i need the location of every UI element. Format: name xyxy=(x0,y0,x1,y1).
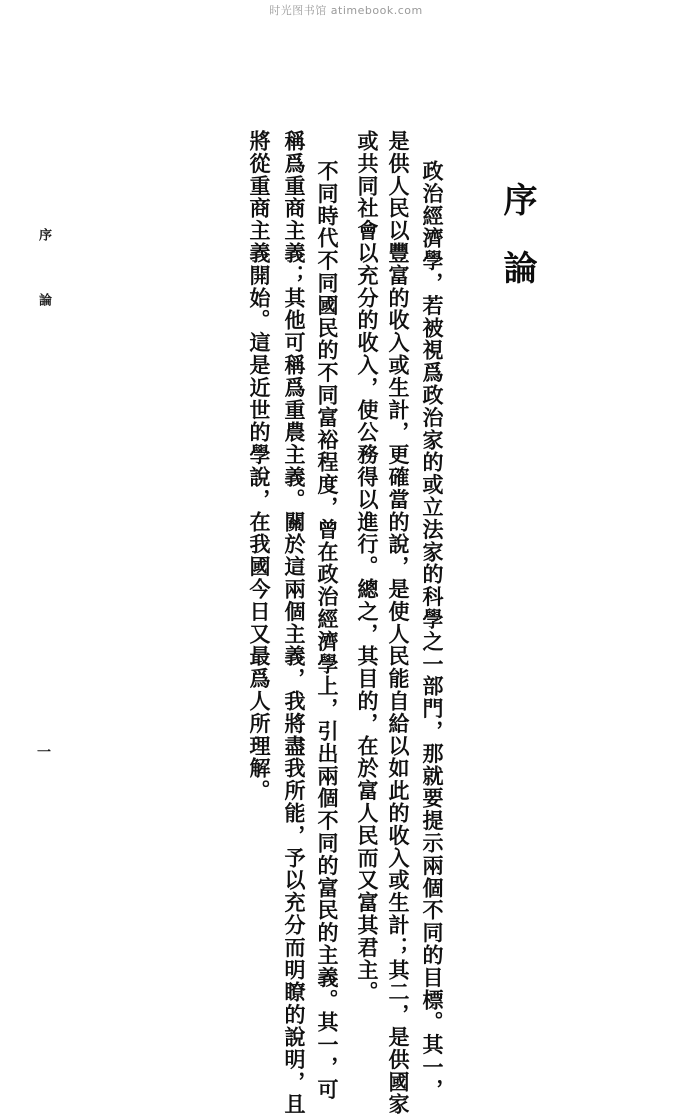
watermark-text: 时光图书馆 atimebook.com xyxy=(269,4,423,17)
chapter-title: 序論 xyxy=(497,182,537,318)
running-header: 序論 xyxy=(36,228,51,358)
text-column-4: 不同時代不同國民的不同富裕程度，曾在政治經濟學上，引出兩個不同的富民的主義。其一，可 xyxy=(315,160,340,1101)
text-column-1: 政治經濟學，若被視爲政治家的或立法家的科學之一部門，那就要提示兩個不同的目標。其一， xyxy=(420,160,445,1101)
text-column-6: 將從重商主義開始。這是近世的學說，在我國今日又最爲人所理解。 xyxy=(247,130,272,802)
text-column-2: 是供人民以豐富的收入或生計，更確當的說，是使人民能自給以如此的收入或生計；其二，是供國家 xyxy=(386,130,411,1116)
text-column-3: 或共同社會以充分的收入，使公務得以進行。總之，其目的，在於富人民而又富其君主。 xyxy=(355,130,380,1004)
text-column-5: 稱爲重商主義；其他可稱爲重農主義。關於這兩個主義，我將盡我所能，予以充分而明瞭的說明，且 xyxy=(282,130,307,1116)
page-number: 一 xyxy=(37,745,51,761)
